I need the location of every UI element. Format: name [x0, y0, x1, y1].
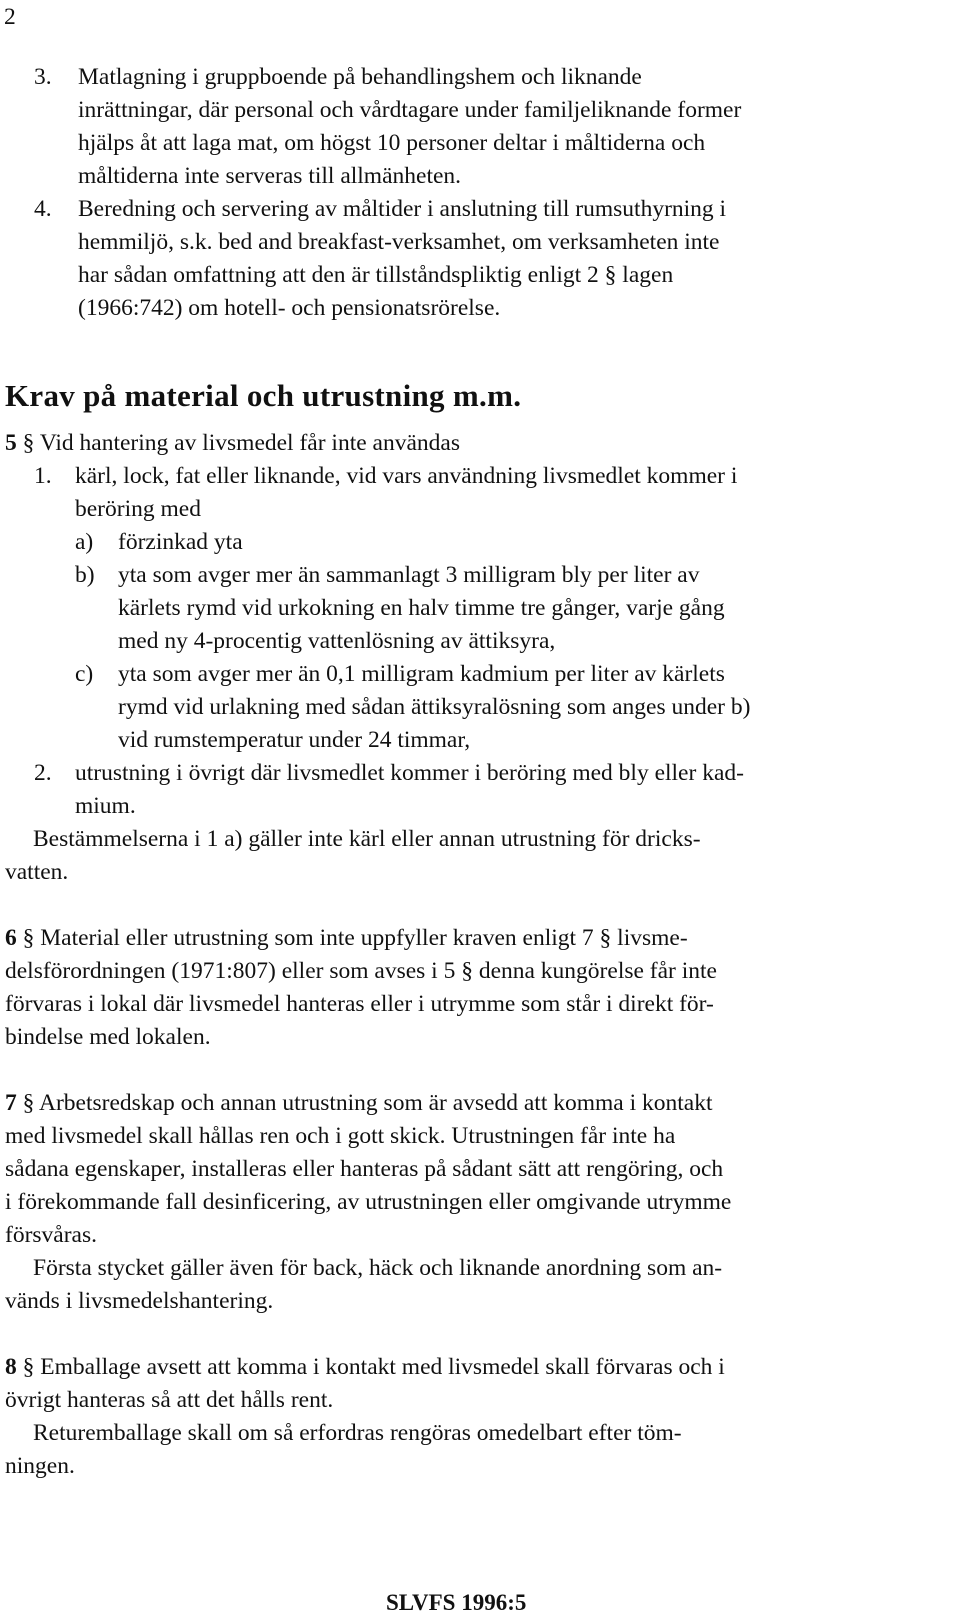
section-6-first: [5, 923, 688, 953]
text-line: delsförordningen (1971:807) eller som avses i 5 § denna kungörelse får inte: [5, 958, 717, 984]
text-line: Bestämmelserna i 1 a) gäller inte kärl eller annan utrustning för dricks-: [33, 826, 701, 852]
sub-label: b): [75, 562, 95, 588]
text-line: vid rumstemperatur under 24 timmar,: [118, 727, 471, 753]
text-line: i förekommande fall desinficering, av utrustningen eller omgivande utrymme: [5, 1189, 732, 1215]
text-line: utrustning i övrigt där livsmedlet kommer i beröring med bly eller kad-: [75, 760, 744, 786]
section-5-intro: [5, 428, 460, 458]
section-text: Arbetsredskap och annan utrustning som är avsedd att komma i kontakt: [38, 1090, 713, 1116]
text-line: ningen.: [5, 1453, 75, 1479]
text-line: förvaras i lokal där livsmedel hanteras eller i utrymme som står i direkt för-: [5, 991, 714, 1017]
text-line: yta som avger mer än 0,1 milligram kadmium per liter av kärlets: [118, 661, 725, 687]
section-number: 8: [5, 1354, 17, 1380]
list-number: 1.: [34, 463, 52, 489]
text-line: försvåras.: [5, 1222, 98, 1248]
text-line: bindelse med lokalen.: [5, 1024, 211, 1050]
page-number: 2: [4, 4, 16, 30]
text-line: mium.: [75, 793, 136, 819]
section-number: 6: [5, 925, 17, 951]
section-sign: §: [22, 430, 35, 456]
sub-label: c): [75, 661, 94, 687]
text-line: inrättningar, där personal och vårdtagare under familjeliknande former: [78, 97, 742, 123]
section-sign: §: [22, 1090, 35, 1116]
text-line: har sådan omfattning att den är tillståndspliktig enligt 2 § lagen: [78, 262, 674, 288]
text-line: Matlagning i gruppboende på behandlingshem och liknande: [78, 64, 642, 90]
section-number: 7: [5, 1090, 17, 1116]
text-line: (1966:742) om hotell- och pensionatsrörelse.: [78, 295, 501, 321]
text-line: yta som avger mer än sammanlagt 3 milligram bly per liter av: [118, 562, 700, 588]
text-line: hemmiljö, s.k. bed and breakfast-verksamhet, om verksamheten inte: [78, 229, 720, 255]
text-line: rymd vid urlakning med sådan ättiksyralösning som anges under b): [118, 694, 751, 720]
section-text: Material eller utrustning som inte uppfyller kraven enligt 7 § livsme-: [40, 925, 688, 951]
text-line: Beredning och servering av måltider i anslutning till rumsuthyrning i: [78, 196, 727, 222]
text-line: Första stycket gäller även för back, häck och liknande anordning som an-: [33, 1255, 723, 1281]
section-text: Emballage avsett att komma i kontakt med livsmedel skall förvaras och i: [40, 1354, 725, 1380]
text-line: Returemballage skall om så erfordras rengöras omedelbart efter töm-: [33, 1420, 682, 1446]
section-number: 5: [5, 430, 17, 456]
text-line: hjälps åt att laga mat, om högst 10 personer deltar i måltiderna och: [78, 130, 706, 156]
section-text: Vid hantering av livsmedel får inte användas: [39, 430, 460, 456]
text-line: övrigt hanteras så att det hålls rent.: [5, 1387, 334, 1413]
list-number: 3.: [34, 64, 52, 90]
section-sign: §: [22, 1354, 35, 1380]
text-line: vänds i livsmedelshantering.: [5, 1288, 274, 1314]
text-line: måltiderna inte serveras till allmänheten.: [78, 163, 462, 189]
text-line: beröring med: [75, 496, 201, 522]
text-line: förzinkad yta: [118, 529, 243, 555]
list-number: 4.: [34, 196, 52, 222]
text-line: vatten.: [5, 859, 69, 885]
text-line: kärl, lock, fat eller liknande, vid vars användning livsmedlet kommer i: [75, 463, 738, 489]
text-line: kärlets rymd vid urkokning en halv timme tre gånger, varje gång: [118, 595, 725, 621]
section-heading: Krav på material och utrustning m.m.: [5, 378, 522, 413]
list-number: 2.: [34, 760, 52, 786]
section-7-first: [5, 1088, 712, 1118]
text-line: med ny 4-procentig vattenlösning av ättiksyra,: [118, 628, 556, 654]
text-line: sådana egenskaper, installeras eller hanteras på sådant sätt att rengöring, och: [5, 1156, 724, 1182]
section-sign: §: [22, 925, 35, 951]
text-line: med livsmedel skall hållas ren och i gott skick. Utrustningen får inte ha: [5, 1123, 676, 1149]
section-8-first: [5, 1352, 725, 1382]
sub-label: a): [75, 529, 94, 555]
document-footer: SLVFS 1996:5: [386, 1590, 527, 1615]
